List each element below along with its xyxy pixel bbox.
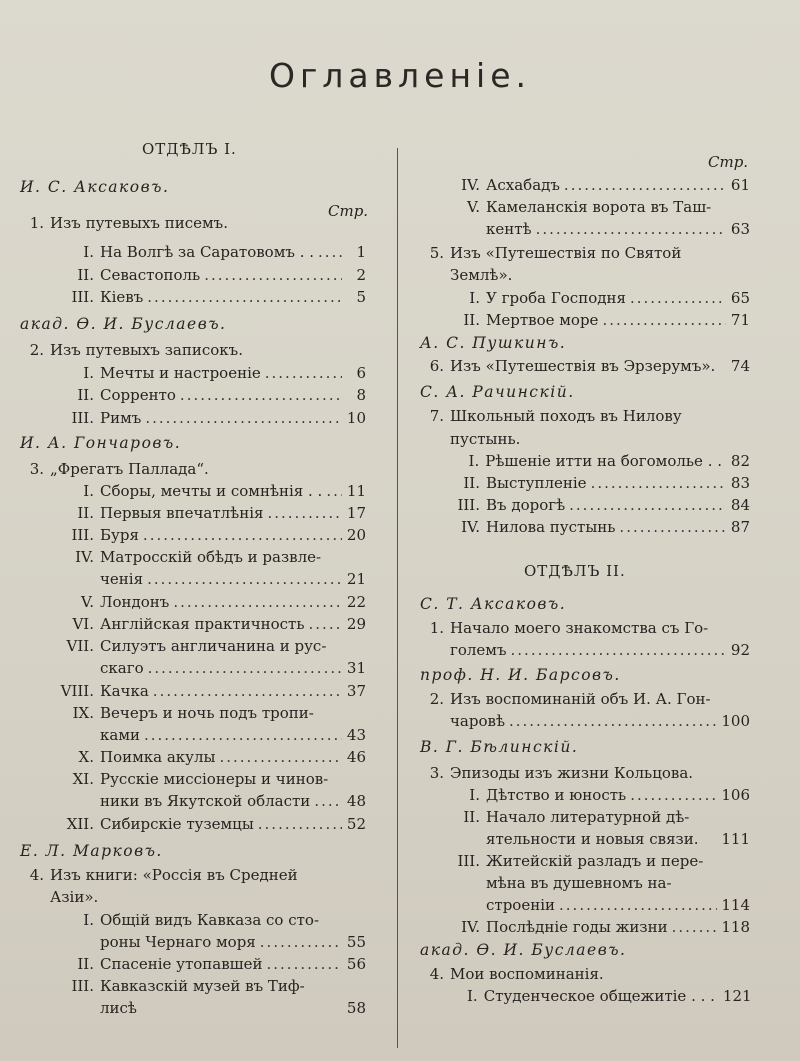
author-markov: Е. Л. Марковъ. bbox=[20, 842, 163, 860]
toc-entry: I. Дѣтство и юность ..... 106 bbox=[438, 786, 750, 808]
toc-entry: II. Начало литературной дѣ- bbox=[463, 808, 690, 826]
author-goncharov: И. А. Гончаровъ. bbox=[20, 434, 182, 452]
toc-entry: XI. Русскіе миссіонеры и чинов- bbox=[72, 770, 329, 788]
toc-entry: 4. Мои воспоминанія. bbox=[429, 965, 604, 983]
toc-entry: II. Севастополь ..... 2 bbox=[60, 266, 366, 288]
toc-entry: X. Поимка акулы ..... 46 bbox=[60, 748, 366, 770]
toc-entry: IV. Нилова пустынь ..... 87 bbox=[438, 518, 750, 540]
toc-entry-continued: големъ ..... 92 bbox=[420, 641, 750, 663]
toc-entry: 3. „Фрегатъ Паллада“. bbox=[29, 460, 209, 478]
toc-entry: I. Общій видъ Кавказа со сто- bbox=[83, 911, 320, 929]
column-divider bbox=[397, 148, 398, 1048]
toc-entry: III. Буря ..... 20 bbox=[60, 526, 366, 548]
toc-entry-continued: Азіи». bbox=[50, 888, 99, 906]
toc-entry: III. Римъ ..... 10 bbox=[60, 409, 366, 431]
toc-entry: IV. Послѣдніе годы жизни ..... 118 bbox=[438, 918, 750, 940]
toc-entry: II. Спасеніе утопавшей ..... 56 bbox=[60, 955, 366, 977]
toc-entry: I. Рѣшеніе итти на богомолье . . 82 bbox=[468, 452, 750, 470]
author-buslaev: акад. Ѳ. И. Буслаевъ. bbox=[20, 315, 227, 333]
page-column-label: Стр. bbox=[708, 153, 749, 171]
toc-entry: 3. Эпизоды изъ жизни Кольцова. bbox=[429, 764, 694, 782]
author-pushkin: А. С. Пушкинъ. bbox=[420, 334, 567, 352]
toc-entry: II. Первыя впечатлѣнія ..... 17 bbox=[60, 504, 366, 526]
toc-entry: II. Выступленіе ..... 83 bbox=[438, 474, 750, 496]
toc-entry: V. Лондонъ ..... 22 bbox=[60, 593, 366, 615]
author-aksakov-st: С. Т. Аксаковъ. bbox=[420, 595, 567, 613]
section-heading-1: ОТДѢЛЪ I. bbox=[142, 140, 237, 158]
toc-entry: IV. Матросскій обѣдъ и развле- bbox=[75, 548, 322, 566]
toc-entry: I. Студенческое общежитіе . . . 121 bbox=[467, 987, 752, 1005]
toc-entry: 2. Изъ путевыхъ записокъ. bbox=[29, 341, 243, 359]
toc-entry-continued: строеніи ..... 114 bbox=[438, 896, 750, 918]
page-column-label: Стр. bbox=[328, 202, 369, 220]
toc-entry-continued: пустынь. bbox=[450, 430, 521, 448]
author-aksakov-is: И. С. Аксаковъ. bbox=[20, 178, 170, 196]
toc-entry: I. Сборы, мечты и сомнѣнія . . ..... 11 bbox=[60, 482, 366, 504]
toc-entry-continued: лисѣ 58 bbox=[100, 999, 366, 1017]
toc-entry: 2. Изъ воспоминаній объ И. А. Гон- bbox=[429, 690, 711, 708]
toc-entry: II. Сорренто ..... 8 bbox=[60, 386, 366, 408]
toc-entry: VIII. Качка ..... 37 bbox=[60, 682, 366, 704]
page-title: Оглавленіе. bbox=[268, 56, 531, 95]
toc-entry: I. На Волгѣ за Саратовомъ . . ..... 1 bbox=[60, 243, 366, 265]
toc-entry: 5. Изъ «Путешествія по Святой bbox=[429, 244, 682, 262]
toc-entry: I. Мечты и настроеніе ..... 6 bbox=[60, 364, 366, 386]
author-barsov: проф. Н. И. Барсовъ. bbox=[420, 666, 621, 684]
author-belinsky: В. Г. Бѣлинскій. bbox=[420, 738, 579, 756]
toc-entry-continued: ятельности и новыя связи. 111 bbox=[486, 830, 750, 848]
toc-entry: III. Въ дорогѣ ..... 84 bbox=[438, 496, 750, 518]
toc-entry-continued: скаго ..... 31 bbox=[60, 659, 366, 681]
toc-entry-continued: ники въ Якутской области ..... 48 bbox=[60, 792, 366, 814]
toc-entry: I. У гроба Господня ..... 65 bbox=[438, 289, 750, 311]
author-rachinsky: С. А. Рачинскій. bbox=[420, 383, 575, 401]
toc-entry: IV. Асхабадъ ..... 61 bbox=[438, 176, 750, 198]
toc-entry-continued: кентѣ ..... 63 bbox=[438, 220, 750, 242]
toc-entry: 4. Изъ книги: «Россія въ Средней bbox=[29, 866, 298, 884]
toc-entry: III. Кіевъ ..... 5 bbox=[60, 288, 366, 310]
toc-entry: VI. Англійская практичность ..... 29 bbox=[60, 615, 366, 637]
toc-entry-continued: роны Чернаго моря ..... 55 bbox=[60, 933, 366, 955]
toc-entry: 1. Изъ путевыхъ писемъ. bbox=[29, 214, 228, 232]
toc-entry: V. Камеланскія ворота въ Таш- bbox=[467, 198, 712, 216]
toc-entry-continued: мѣна въ душевномъ на- bbox=[486, 874, 672, 892]
toc-entry-continued: чаровѣ ..... 100 bbox=[420, 712, 750, 734]
toc-entry-continued: ченія ..... 21 bbox=[60, 570, 366, 592]
toc-entry: 6. Изъ «Путешествія въ Эрзерумъ». 74 bbox=[429, 357, 750, 375]
toc-entry: III. Житейскій разладъ и пере- bbox=[457, 852, 704, 870]
toc-entry: XII. Сибирскіе туземцы ..... 52 bbox=[60, 815, 366, 837]
toc-entry: 1. Начало моего знакомства съ Го- bbox=[429, 619, 709, 637]
section-heading-2: ОТДѢЛЪ II. bbox=[524, 562, 626, 580]
toc-entry: II. Мертвое море ..... 71 bbox=[438, 311, 750, 333]
toc-entry: IX. Вечеръ и ночь подъ тропи- bbox=[72, 704, 314, 722]
toc-entry: 7. Школьный походъ въ Нилову bbox=[429, 407, 682, 425]
toc-entry-continued: Землѣ». bbox=[450, 266, 513, 284]
toc-entry-continued: ками ..... 43 bbox=[60, 726, 366, 748]
toc-entry: VII. Силуэтъ англичанина и рус- bbox=[66, 637, 327, 655]
author-buslaev-2: акад. Ѳ. И. Буслаевъ. bbox=[420, 941, 627, 959]
toc-entry: III. Кавказскій музей въ Тиф- bbox=[71, 977, 305, 995]
